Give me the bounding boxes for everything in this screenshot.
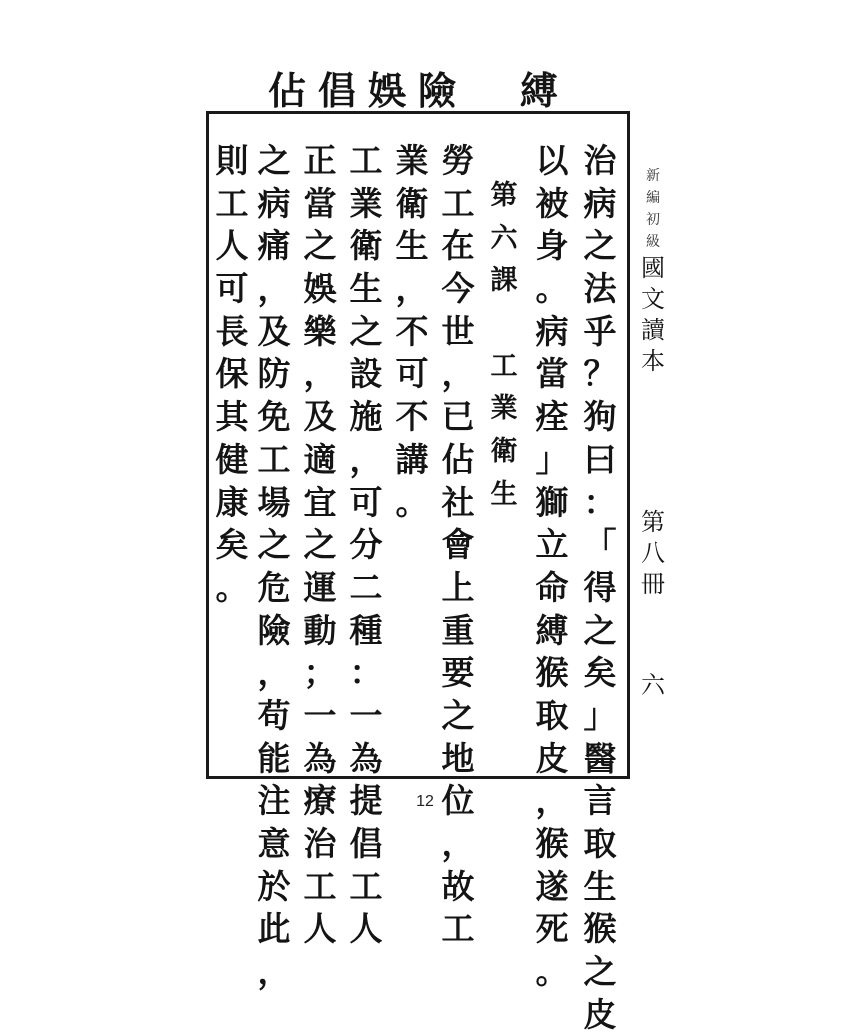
text-char: 地 [441, 738, 475, 778]
text-char: 獅 [535, 482, 569, 522]
text-char: 「 [583, 525, 617, 565]
header-char: 六 [641, 671, 665, 699]
vocab-char: 娛 [368, 68, 407, 113]
text-char: 為 [303, 738, 337, 778]
book-title [641, 253, 665, 377]
text-char: ， [441, 354, 475, 394]
text-char: 宜 [303, 482, 337, 522]
lesson-title [482, 175, 526, 517]
text-char: 衛 [395, 183, 429, 223]
text-char: 曰 [583, 439, 617, 479]
text-char: 免 [257, 397, 291, 437]
text-char: 苟 [257, 695, 291, 735]
text-char: 當 [303, 183, 337, 223]
vocabulary-extra [520, 70, 558, 112]
text-char: 世 [441, 311, 475, 351]
text-char: 可 [215, 269, 249, 309]
folio-number [641, 670, 665, 701]
text-char: 為 [349, 738, 383, 778]
text-char: 療 [303, 781, 337, 821]
text-char: 立 [535, 525, 569, 565]
text-column-1 [578, 140, 622, 1036]
text-char: 之 [583, 226, 617, 266]
text-char: 。 [395, 482, 429, 522]
text-char: 生 [490, 478, 518, 510]
text-char: 不 [395, 311, 429, 351]
text-char: 猴 [535, 653, 569, 693]
header-char: 文 [641, 285, 665, 313]
text-char: 意 [257, 824, 291, 863]
text-char: 可 [349, 482, 383, 522]
text-column-9 [210, 140, 254, 610]
text-char [482, 303, 526, 346]
text-char: 衛 [490, 436, 518, 468]
text-char: 縛 [535, 610, 569, 650]
text-column-2 [530, 140, 574, 994]
text-char: 矣 [215, 525, 249, 565]
text-char: 會 [441, 525, 475, 565]
text-char: 衛 [349, 226, 383, 266]
text-char: 二 [349, 567, 383, 607]
header-char: 編 [646, 190, 660, 206]
text-char: 生 [395, 226, 429, 266]
header-char: 新 [646, 168, 660, 184]
text-char: 娛 [303, 269, 337, 309]
text-char: 一 [349, 695, 383, 735]
text-char: 上 [441, 567, 475, 607]
text-char: 提 [349, 781, 383, 821]
text-char: 康 [215, 482, 249, 522]
text-char: ， [349, 439, 383, 479]
text-char: 可 [395, 354, 429, 394]
text-char: 生 [583, 866, 617, 906]
text-char: 在 [441, 226, 475, 266]
text-char: 。 [215, 567, 249, 607]
text-char: 皮 [583, 994, 617, 1034]
text-char: 皮 [535, 738, 569, 778]
text-char: 重 [441, 610, 475, 650]
text-char: 長 [215, 311, 249, 351]
text-char: 一 [303, 695, 337, 735]
vocab-char: 險 [418, 68, 457, 113]
text-char: 則 [215, 141, 249, 180]
text-char: 死 [535, 909, 569, 949]
text-char: ？ [583, 354, 617, 394]
text-char: 當 [535, 354, 569, 394]
text-char: 之 [303, 525, 337, 565]
text-column-5 [390, 140, 434, 524]
text-char: ， [257, 269, 291, 309]
text-char: 倡 [349, 824, 383, 863]
text-char: ： [349, 653, 383, 693]
text-char: ， [441, 824, 475, 863]
text-char: 取 [583, 824, 617, 863]
text-char: 法 [583, 269, 617, 309]
text-char: ， [395, 269, 429, 309]
text-char: 身 [535, 226, 569, 266]
text-char: 施 [349, 397, 383, 437]
vocabulary-list [268, 70, 456, 112]
text-char: 勞 [441, 141, 475, 180]
text-char: 動 [303, 610, 337, 650]
text-char: 工 [215, 183, 249, 223]
text-char: 正 [303, 141, 337, 180]
text-char: 之 [303, 226, 337, 266]
text-char: 病 [583, 183, 617, 223]
text-char: 工 [441, 909, 475, 949]
text-char: 工 [303, 866, 337, 906]
text-char: 於 [257, 866, 291, 906]
text-char: 樂 [303, 311, 337, 351]
text-char: 狗 [583, 397, 617, 437]
text-char: ， [535, 781, 569, 821]
text-char: 分 [349, 525, 383, 565]
text-char: 之 [583, 952, 617, 992]
text-char: 今 [441, 269, 475, 309]
text-char: 危 [257, 567, 291, 607]
text-char: 治 [303, 824, 337, 863]
text-char: 注 [257, 781, 291, 821]
text-char: ； [303, 653, 337, 693]
page-number: 12 [416, 793, 434, 810]
text-char: 病 [257, 183, 291, 223]
text-char: 矣 [583, 653, 617, 693]
text-char: 以 [535, 141, 569, 180]
text-char: 設 [349, 354, 383, 394]
text-char: 適 [303, 439, 337, 479]
text-char: 能 [257, 738, 291, 778]
text-char: 猴 [583, 909, 617, 949]
text-char: 防 [257, 354, 291, 394]
text-char: 之 [441, 695, 475, 735]
text-char: 治 [583, 141, 617, 180]
text-char: 乎 [583, 311, 617, 351]
text-char: 業 [395, 141, 429, 180]
text-char: ， [257, 952, 291, 992]
text-char: 人 [215, 226, 249, 266]
text-char: 」 [583, 695, 617, 735]
header-char: 讀 [641, 316, 665, 344]
text-char: ， [303, 354, 337, 394]
text-char: 第 [490, 180, 518, 211]
volume-label [641, 507, 665, 600]
text-char: 命 [535, 567, 569, 607]
text-char: 人 [303, 909, 337, 949]
text-char: 遂 [535, 866, 569, 906]
text-char: 及 [303, 397, 337, 437]
header-char: 初 [646, 212, 660, 228]
text-char: 言 [583, 781, 617, 821]
text-char: 六 [490, 222, 518, 254]
text-column-4 [436, 140, 480, 951]
header-char: 第 [641, 508, 665, 536]
text-char: 要 [441, 653, 475, 693]
text-char: 社 [441, 482, 475, 522]
header-char: 八 [641, 539, 665, 567]
text-char: 生 [349, 269, 383, 309]
text-char: 課 [490, 265, 518, 297]
text-char: 工 [349, 866, 383, 906]
text-char: 健 [215, 439, 249, 479]
text-char: 位 [441, 781, 475, 821]
text-column-7 [298, 140, 342, 951]
text-char: 之 [349, 311, 383, 351]
text-char: 講 [395, 439, 429, 479]
text-char: 種 [349, 610, 383, 650]
text-char: 已 [441, 397, 475, 437]
text-char: 工 [441, 183, 475, 223]
text-char: 場 [257, 482, 291, 522]
text-char: 險 [257, 610, 291, 650]
text-char: 病 [535, 311, 569, 351]
vocab-char: 佔 [268, 68, 307, 113]
text-char: 人 [349, 909, 383, 949]
text-char: 。 [535, 269, 569, 309]
text-char: ： [583, 482, 617, 522]
text-char: 得 [583, 567, 617, 607]
text-char: 之 [257, 525, 291, 565]
text-char: 業 [490, 393, 518, 425]
text-column-6 [344, 140, 388, 951]
text-char: 被 [535, 183, 569, 223]
vocab-char: 倡 [318, 68, 357, 113]
text-char: 」 [535, 439, 569, 479]
text-char: 工 [257, 439, 291, 479]
vocab-char: 縛 [520, 68, 559, 113]
text-char: 不 [395, 397, 429, 437]
text-char: 業 [349, 183, 383, 223]
header-char: 國 [641, 254, 665, 282]
text-char: 工 [349, 141, 383, 180]
text-char: 佔 [441, 439, 475, 479]
text-char: 此 [257, 909, 291, 949]
series-label [646, 165, 660, 253]
header-char: 級 [646, 234, 660, 250]
text-char: 痊 [535, 397, 569, 437]
text-column-8 [252, 140, 296, 994]
header-char: 冊 [641, 570, 665, 598]
text-char: 運 [303, 567, 337, 607]
text-char: ， [257, 653, 291, 693]
text-char: 故 [441, 866, 475, 906]
text-char: 痛 [257, 226, 291, 266]
text-char: 及 [257, 311, 291, 351]
text-char: 。 [535, 952, 569, 992]
text-char: 猴 [535, 824, 569, 863]
header-char: 本 [641, 347, 665, 375]
text-char: 醫 [583, 738, 617, 778]
running-header [636, 165, 670, 701]
text-char: 保 [215, 354, 249, 394]
text-char: 之 [583, 610, 617, 650]
text-char: 之 [257, 141, 291, 180]
text-char: 取 [535, 695, 569, 735]
text-char: 其 [215, 397, 249, 437]
text-char: 工 [490, 350, 518, 382]
